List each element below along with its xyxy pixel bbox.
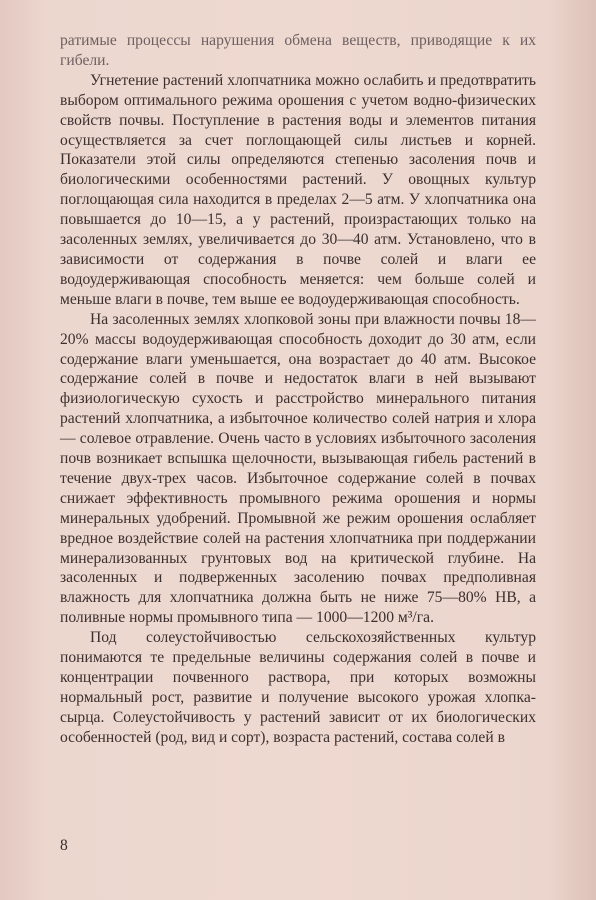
- paragraph-irrigation-regime: Угнетение растений хлопчатника можно ослабить и предотвратить выбором оптимального режима орошения с учетом водно-физических свойств почвы. Поступление в растения воды и элементов питания осуществляется за счет поглощающей силы листьев и корней. Показатели этой силы определяются степенью засоления почв и биологическими особенностями растений. У овощных культур поглощающая сила находится в пределах 2—5 атм. У хлопчатника она повышается до 10—15, а у растений, произрастающих только на засоленных землях, увеличивается до 30—40 атм. Установлено, что в зависимости от содержания в почве солей и влаги ее водоудерживающая способность меняется: чем больше солей и меньше влаги в почве, тем выше ее водоудерживающая способность.: [60, 71, 536, 308]
- paragraph-saline-soils: На засоленных землях хлопковой зоны при влажности почвы 18—20% массы водоудерживающая способность доходит до 30 атм, если содержание влаги уменьшается, она возрастает до 40 атм. Высокое содержание солей в почве и недостаток влаги в ней вызывают физиологическую сухость и расстройство минерального питания растений хлопчатника, а избыточное количество солей натрия и хлора — солевое отравление. Очень часто в условиях избыточного засоления почв возникает вспышка щелочности, вызывающая гибель растений в течение двух-трех часов. Избыточное содержание солей в почвах снижает эффективность промывного режима орошения и нормы минеральных удобрений. Промывной же режим орошения ослабляет вредное воздействие солей на растения хлопчатника при поддержании минерализованных грунтовых вод на критической глубине. На засоленных и подверженных засолению почвах предполивная влажность для хлопчатника должна быть не ниже 75—80% HB, а поливные нормы промывного типа — 1000—1200 м³/га.: [60, 310, 536, 627]
- paragraph-continuation: ратимые процессы нарушения обмена веществ, приводящие к их гибели.: [60, 32, 536, 69]
- page-number: 8: [60, 837, 68, 854]
- page-body-text: [60, 31, 536, 748]
- paragraph-salt-tolerance: Под солеустойчивостью сельскохозяйственных культур понимаются те предельные величины содержания солей в почве и концентрации почвенного раствора, при которых возможны нормальный рост, развитие и получение высокого урожая хлопка-сырца. Солеустойчивость у растений зависит от их биологических особенностей (род, вид и сорт), возраста растений, состава солей в: [60, 629, 536, 746]
